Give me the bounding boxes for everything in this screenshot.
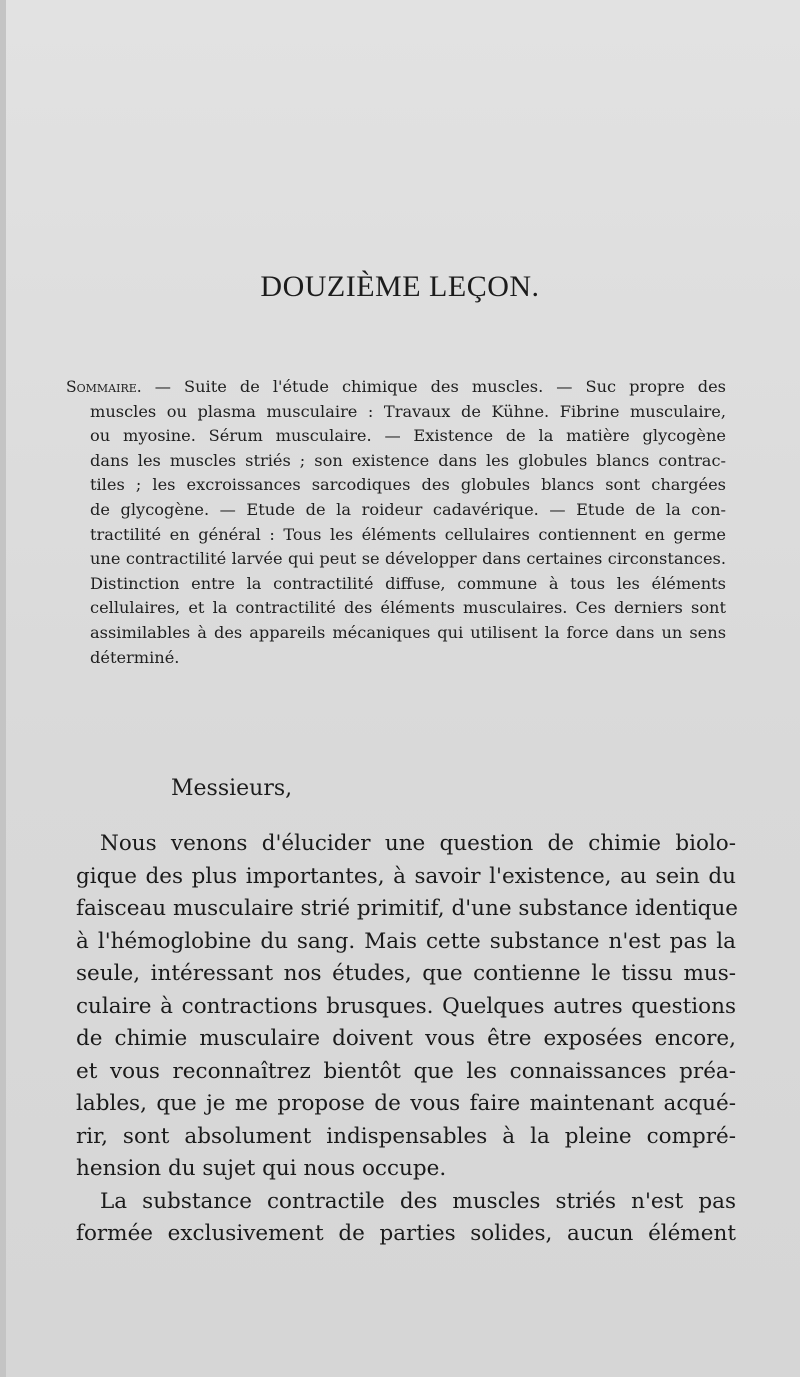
body-line: gique des plus importantes, à savoir l'existence, au sein du	[76, 863, 736, 889]
salutation: Messieurs,	[171, 776, 293, 801]
body-line: et vous reconnaîtrez bientôt que les connaissances préa-	[76, 1058, 736, 1084]
body-line: de chimie musculaire doivent vous être exposées encore,	[76, 1026, 736, 1051]
summary-line: une contractilité larvée qui peut se développer dans certaines circonstances.	[90, 549, 726, 569]
summary-line: muscles ou plasma musculaire : Travaux de Kühne. Fibrine musculaire,	[90, 401, 726, 421]
summary-line: Distinction entre la contractilité diffuse, commune à tous les éléments	[90, 573, 726, 593]
summary-line: Sommaire. — Suite de l'étude chimique des muscles. — Suc propre des	[66, 377, 726, 396]
chapter-summary	[66, 375, 726, 670]
summary-line: assimilables à des appareils mécaniques qui utilisent la force dans un sens	[90, 622, 726, 642]
summary-line: cellulaires, et la contractilité des éléments musculaires. Ces derniers sont	[90, 598, 726, 618]
body-paragraphs	[76, 828, 739, 1251]
page-binding-edge	[0, 0, 6, 1377]
body-line: seule, intéressant nos études, que contienne le tissu mus-	[76, 961, 736, 986]
body-line: culaire à contractions brusques. Quelques autres questions	[76, 993, 736, 1019]
body-line: lables, que je me propose de vous faire maintenant acqué-	[76, 1091, 736, 1116]
summary-label: Sommaire.	[66, 378, 142, 396]
summary-line: déterminé.	[90, 647, 180, 667]
body-line: Nous venons d'élucider une question de chimie biolo-	[100, 831, 736, 856]
summary-line: tiles ; les excroissances sarcodiques des globules blancs sont chargées	[90, 475, 726, 495]
body-line: formée exclusivement de parties solides, aucun élément	[76, 1221, 736, 1246]
body-line: hension du sujet qui nous occupe.	[76, 1156, 447, 1181]
body-line: faisceau musculaire strié primitif, d'une substance identique	[76, 896, 739, 921]
body-line: rir, sont absolument indispensables à la pleine compré-	[76, 1123, 736, 1149]
summary-line: de glycogène. — Etude de la roideur cadavérique. — Etude de la con-	[90, 499, 726, 519]
chapter-title: DOUZIÈME LEÇON.	[260, 270, 540, 303]
summary-line: ou myosine. Sérum musculaire. — Existence de la matière glycogène	[90, 426, 726, 446]
summary-line: dans les muscles striés ; son existence dans les globules blancs contrac-	[90, 450, 726, 470]
body-line: à l'hémoglobine du sang. Mais cette substance n'est pas la	[76, 928, 736, 954]
body-line: La substance contractile des muscles striés n'est pas	[100, 1188, 736, 1214]
summary-line: tractilité en général : Tous les éléments cellulaires contiennent en germe	[90, 524, 726, 544]
